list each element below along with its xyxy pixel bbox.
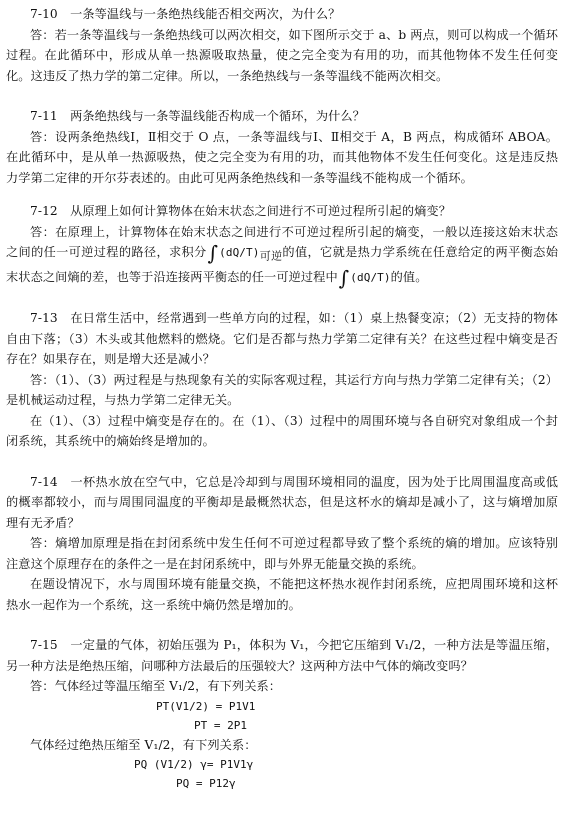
equation: PT = 2P1 — [194, 718, 247, 732]
question-7-15 — [6, 635, 558, 793]
spacer — [6, 188, 558, 201]
spacer — [6, 615, 558, 635]
integral-symbol: ∫ — [207, 241, 219, 265]
integral-expression: (dQ/T) — [350, 270, 391, 284]
answer-paragraph: 答：气体经过等温压缩至 V₁/2，有下列关系： — [30, 679, 282, 694]
answer-paragraph: 气体经过绝热压缩至 V₁/2，有下列关系： — [30, 737, 257, 752]
equation: PQ (V1/2) γ= P1V1γ — [134, 758, 254, 772]
answer-text: 的值。 — [390, 269, 428, 284]
question-title: 7-14 一杯热水放在空气中，它总是冷却到与周围环境相同的温度，因为处于比周围温度高或低的概率都较小，而与周围同温度的平衡却是最概然状态，但是这杯水的熵却是减小了，这与熵增加原理有无矛盾？ — [6, 474, 558, 530]
spacer — [6, 288, 558, 308]
document — [6, 4, 558, 793]
answer-paragraph: 在（1）、（3）过程中熵变是存在的。在（1）、（3）过程中的周围环境与各自研究对象组成一个封闭系统，其系统中的熵始终是增加的。 — [6, 413, 558, 449]
answer-text: 的值，它就是热力学系统在任意给定的两平衡态始末状态之间熵的差，也等于沿连接两平衡态的任一可逆过程中 — [6, 245, 558, 284]
question-title: 7-10 一条等温线与一条绝热线能否相交两次，为什么？ — [30, 7, 341, 21]
spacer — [6, 86, 558, 106]
integral-symbol: ∫ — [338, 265, 350, 290]
answer-paragraph — [6, 222, 558, 289]
question-7-11 — [6, 106, 558, 188]
answer-paragraph: 答：（1）、（3）两过程是与热现象有关的实际客观过程，其运行方向与热力学第二定律有关；（2）是机械运动过程，与热力学第二定律无关。 — [6, 372, 558, 408]
question-title: 7-13 在日常生活中，经常遇到一些单方向的过程，如：（1）桌上热餐变凉；（2）无支持的物体自由下落；（3）木头或其他燃料的燃烧。它们是否都与热力学第二定律有关？在这些过程中熵变是否存在？如果存在，则是增大还是减小？ — [6, 311, 558, 367]
equation: PQ = P12γ — [176, 777, 236, 791]
integral-subscript: 可逆 — [259, 249, 283, 263]
answer-paragraph: 在题设情况下，水与周围环境有能量交换，不能把这杯热水视作封闭系统，应把周围环境和这杯热水一起作为一个系统，这一系统中熵仍然是增加的。 — [6, 577, 558, 612]
answer-paragraph: 答：熵增加原理是指在封闭系统中发生任何不可逆过程都导致了整个系统的熵的增加。应该特别注意这个原理存在的条件之一是在封闭系统中，即与外界无能量交换的系统。 — [6, 536, 558, 571]
integral-expression: (dQ/T) — [219, 246, 260, 259]
question-title: 7-11 两条绝热线与一条等温线能否构成一个循环，为什么？ — [30, 109, 365, 123]
question-7-14 — [6, 472, 558, 616]
question-title: 7-15 一定量的气体，初始压强为 P₁，体积为 V₁，今把它压缩到 V₁/2，一种方法是等温压缩，另一种方法是绝热压缩，问哪种方法最后的压强较大？这两种方法中气体的熵改变吗？ — [6, 638, 558, 673]
spacer — [6, 452, 558, 472]
question-title: 7-12 从原理上如何计算物体在始末状态之间进行不可逆过程所引起的熵变？ — [30, 204, 451, 218]
answer-paragraph: 答：设两条绝热线Ⅰ，Ⅱ相交于 O 点，一条等温线与Ⅰ、Ⅱ相交于 A，B 两点，构成循环 ABOA。在此循环中，是从单一热源吸热，使之完全变为有用的功，而其他物体不发生任何变化。这是违反热力学第二定律的开尔芬表述的。由此可见两条绝热线和一条等温线不能构成一个循环。 — [6, 129, 558, 185]
answer-paragraph: 答：若一条等温线与一条绝热线可以两次相交，如下图所示交于 a、b 两点，则可以构成一个循环过程。在此循环中，形成从单一热源吸取热量，使之完全变为有用的功，而其他物体不发生任何变化。这违反了热力学的第二定律。所以，一条绝热线与一条等温线不能两次相交。 — [6, 27, 558, 83]
answer-text: 答：在原理上，计算物体在始末状态之间进行不可逆过程所引起的熵变，一般以连接这始末状态之间的任一可逆过程的路径，求积分 — [6, 224, 558, 259]
equation: PT(V1/2) = P1V1 — [156, 699, 256, 713]
question-7-10 — [6, 4, 558, 86]
question-7-12 — [6, 201, 558, 288]
question-7-13 — [6, 308, 558, 452]
